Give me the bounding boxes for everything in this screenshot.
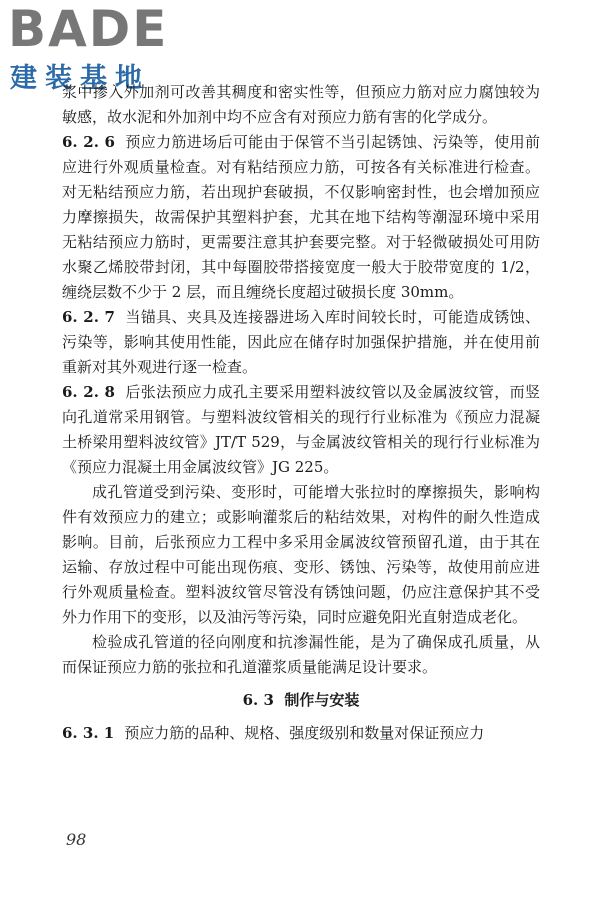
paragraph-duct-contamination: 成孔管道受到污染、变形时，可能增大张拉时的摩擦损失，影响构件有效预应力的建立；或影响灌浆后的粘结效果，对构件的耐久性造成影响。目前，后张预应力工程中多采用金属波纹管预留孔道，由于其在运输、存放过程中可能出现伤痕、变形、锈蚀、污染等，故使用前应进行外观质量检查。塑料波纹管尽管没有锈蚀问题，仍应注意保护其不受外力作用下的变形，以及油污等污染，同时应避免阳光直射造成老化。 [62,483,540,626]
clause-number: 6. 2. 8 [62,383,115,401]
clause-number: 6. 2. 7 [62,308,115,326]
clause-number: 6. 2. 6 [62,133,115,151]
section-title: 制作与安装 [284,691,360,709]
clause-6-2-8 [62,380,540,480]
clause-text: 后张法预应力成孔主要采用塑料波纹管以及金属波纹管，而竖向孔道常采用钢管。与塑料波纹管相关的现行行业标准为《预应力混凝土桥梁用塑料波纹管》JT/T 529，与金属波纹管相关的现行行业标准为《预应力混凝土用金属波纹管》JG 225。 [62,383,540,476]
document-body [62,80,540,746]
clause-number: 6. 3. 1 [62,724,115,742]
section-number: 6. 3 [242,691,274,709]
logo-subtitle: 建装基地 [10,63,150,94]
page-number: 98 [66,830,87,849]
logo-brand: BADE [8,0,169,58]
clause-text: 预应力筋的品种、规格、强度级别和数量对保证预应力 [124,724,485,742]
clause-text: 预应力筋进场后可能由于保管不当引起锈蚀、污染等，使用前应进行外观质量检查。对有粘结预应力筋，可按各有关标准进行检查。对无粘结预应力筋，若出现护套破损，不仅影响密封性，也会增加预应力摩擦损失，故需保护其塑料护套，尤其在地下结构等潮湿环境中采用无粘结预应力筋时，更需要注意其护套要完整。对于轻微破损处可用防水聚乙烯胶带封闭，其中每圈胶带搭接宽度一般大于胶带宽度的 1/2，缠绕层数不少于 2 层，而且缠绕长度超过破损长度 30mm。 [62,133,540,301]
paragraph-continued: 浆中掺入外加剂可改善其稠度和密实性等，但预应力筋对应力腐蚀较为敏感，故水泥和外加剂中均不应含有对预应力筋有害的化学成分。 [62,83,540,126]
paragraph-duct-inspection: 检验成孔管道的径向刚度和抗渗漏性能，是为了确保成孔质量，从而保证预应力筋的张拉和孔道灌浆质量能满足设计要求。 [62,633,540,676]
clause-6-3-1 [62,721,540,746]
section-heading [62,688,540,713]
clause-6-2-7 [62,305,540,380]
clause-6-2-6 [62,130,540,305]
clause-text: 当锚具、夹具及连接器进场入库时间较长时，可能造成锈蚀、污染等，影响其使用性能，因此应在储存时加强保护措施，并在使用前重新对其外观进行逐一检查。 [62,308,540,376]
